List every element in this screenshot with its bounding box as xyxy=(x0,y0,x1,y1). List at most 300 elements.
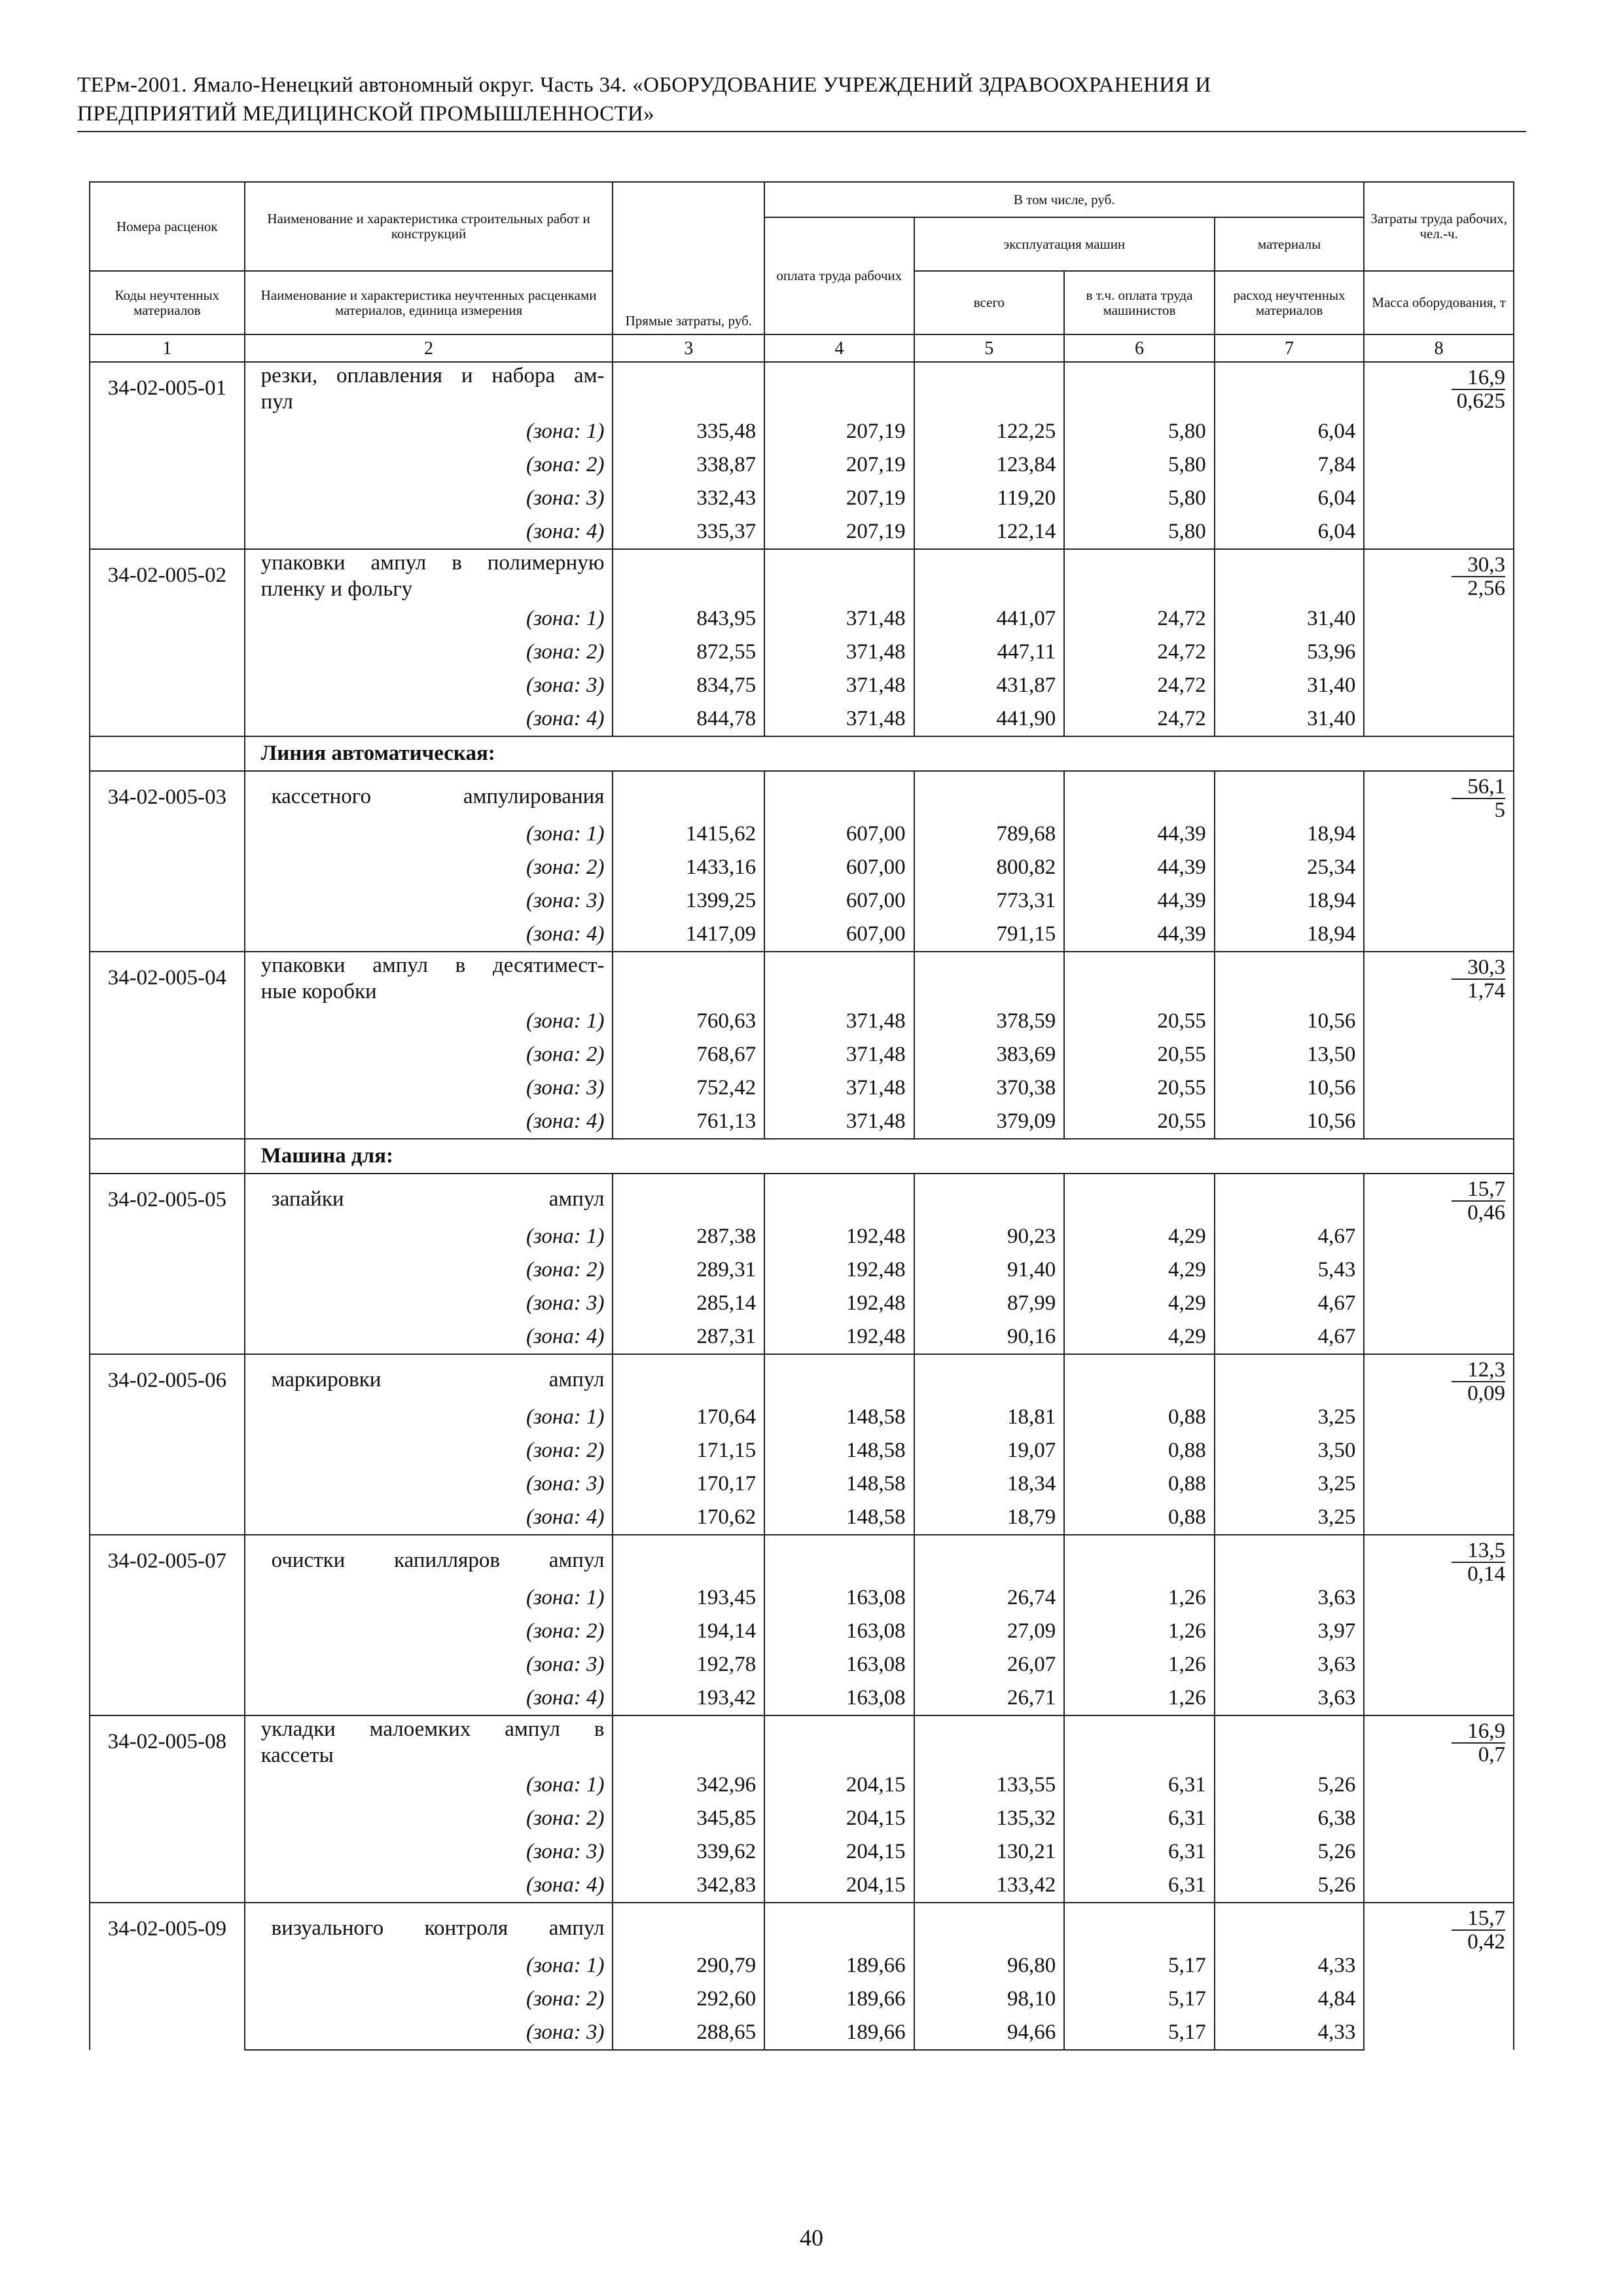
worker-wages: 148,58 xyxy=(764,1467,914,1501)
empty-cell xyxy=(1064,1715,1215,1768)
zone-label: (зона: 3) xyxy=(245,669,613,702)
worker-wages: 371,48 xyxy=(764,636,914,669)
worker-wages: 371,48 xyxy=(764,1038,914,1071)
machinist-wages: 1,26 xyxy=(1064,1615,1215,1648)
rate-name-cell xyxy=(245,1903,613,1949)
empty-cell xyxy=(613,1535,764,1581)
machines-total: 19,07 xyxy=(914,1434,1065,1467)
machines-total: 94,66 xyxy=(914,2016,1065,2050)
materials-cost: 6,04 xyxy=(1215,415,1364,448)
worker-wages: 371,48 xyxy=(764,1071,914,1105)
materials-cost: 3,25 xyxy=(1215,1467,1364,1501)
labor-value: 13,5 xyxy=(1452,1539,1505,1563)
worker-wages: 189,66 xyxy=(764,2016,914,2050)
machinist-wages: 5,80 xyxy=(1064,415,1215,448)
machinist-wages: 24,72 xyxy=(1064,702,1215,736)
zone-label: (зона: 4) xyxy=(245,1501,613,1535)
hdr-name2: Наименование и характеристика неучтенных расценками материалов, единица измерения xyxy=(245,271,613,334)
rate-group-title-row xyxy=(90,771,1514,817)
worker-wages: 371,48 xyxy=(764,702,914,736)
direct-cost: 289,31 xyxy=(613,1253,764,1287)
empty-cell xyxy=(1064,1903,1215,1949)
empty-cell xyxy=(613,771,764,817)
zone-label: (зона: 2) xyxy=(245,1253,613,1287)
direct-cost: 872,55 xyxy=(613,636,764,669)
labor-value: 12,3 xyxy=(1452,1359,1505,1382)
empty-cell xyxy=(613,1174,764,1220)
machinist-wages: 1,26 xyxy=(1064,1581,1215,1615)
zone-row xyxy=(90,636,1514,669)
machines-total: 789,68 xyxy=(914,817,1065,851)
empty-cell xyxy=(1215,1174,1364,1220)
worker-wages: 371,48 xyxy=(764,1005,914,1038)
col-number: 3 xyxy=(613,334,764,362)
zone-row xyxy=(90,1105,1514,1139)
direct-cost: 287,38 xyxy=(613,1220,764,1253)
zone-row xyxy=(90,482,1514,515)
machinist-wages: 6,31 xyxy=(1064,1768,1215,1802)
worker-wages: 192,48 xyxy=(764,1287,914,1320)
zone-label: (зона: 2) xyxy=(245,448,613,482)
machinist-wages: 5,80 xyxy=(1064,515,1215,549)
machinist-wages: 6,31 xyxy=(1064,1835,1215,1869)
empty-cell xyxy=(764,1535,914,1581)
worker-wages: 192,48 xyxy=(764,1320,914,1354)
empty-cell xyxy=(1215,1715,1364,1768)
machines-total: 133,42 xyxy=(914,1869,1065,1903)
hdr-total: всего xyxy=(914,271,1065,334)
rate-name-cont: ные коробки xyxy=(260,980,377,1003)
materials-cost: 6,38 xyxy=(1215,1802,1364,1835)
rate-code: 34-02-005-06 xyxy=(90,1354,245,1535)
direct-cost: 834,75 xyxy=(613,669,764,702)
col-number: 7 xyxy=(1215,334,1364,362)
page-number: 40 xyxy=(800,2225,823,2251)
rate-name-cell xyxy=(245,1535,613,1581)
mass-value: 0,14 xyxy=(1467,1562,1505,1586)
empty-cell xyxy=(914,771,1065,817)
labor-mass-cell xyxy=(1364,1354,1514,1535)
worker-wages: 192,48 xyxy=(764,1253,914,1287)
worker-wages: 163,08 xyxy=(764,1581,914,1615)
machinist-wages: 20,55 xyxy=(1064,1071,1215,1105)
mass-value: 0,7 xyxy=(1478,1743,1505,1767)
mass-value: 2,56 xyxy=(1467,577,1505,600)
empty-cell xyxy=(1215,1354,1364,1401)
direct-cost: 290,79 xyxy=(613,1949,764,1982)
machinist-wages: 4,29 xyxy=(1064,1287,1215,1320)
labor-value: 30,3 xyxy=(1452,554,1505,577)
machines-total: 122,25 xyxy=(914,415,1065,448)
materials-cost: 5,26 xyxy=(1215,1768,1364,1802)
zone-label: (зона: 4) xyxy=(245,1320,613,1354)
zone-row xyxy=(90,1581,1514,1615)
direct-cost: 170,62 xyxy=(613,1501,764,1535)
zone-row xyxy=(90,1802,1514,1835)
worker-wages: 148,58 xyxy=(764,1401,914,1434)
machinist-wages: 5,17 xyxy=(1064,2016,1215,2050)
worker-wages: 204,15 xyxy=(764,1869,914,1903)
labor-mass-cell xyxy=(1364,1715,1514,1903)
materials-cost: 3,63 xyxy=(1215,1648,1364,1681)
zone-row xyxy=(90,1005,1514,1038)
machinist-wages: 6,31 xyxy=(1064,1869,1215,1903)
zone-row xyxy=(90,1648,1514,1681)
materials-cost: 18,94 xyxy=(1215,817,1364,851)
labor-mass-cell xyxy=(1364,1174,1514,1354)
rate-name-cont: кассеты xyxy=(260,1744,334,1767)
empty-cell xyxy=(764,771,914,817)
zone-label: (зона: 1) xyxy=(245,1768,613,1802)
section-spacer xyxy=(90,736,245,771)
zone-row xyxy=(90,669,1514,702)
hdr-unaccounted: расход неучтенных материалов xyxy=(1215,271,1364,334)
zone-label: (зона: 3) xyxy=(245,1467,613,1501)
section-row xyxy=(90,736,1514,771)
empty-cell xyxy=(914,549,1065,602)
worker-wages: 204,15 xyxy=(764,1802,914,1835)
zone-label: (зона: 1) xyxy=(245,1401,613,1434)
materials-cost: 18,94 xyxy=(1215,884,1364,918)
empty-cell xyxy=(764,952,914,1005)
empty-cell xyxy=(613,362,764,415)
col-number: 8 xyxy=(1364,334,1514,362)
materials-cost: 31,40 xyxy=(1215,669,1364,702)
empty-cell xyxy=(914,362,1065,415)
machines-total: 119,20 xyxy=(914,482,1065,515)
hdr-codes2: Коды неучтенных материалов xyxy=(90,271,245,334)
zone-row xyxy=(90,1982,1514,2016)
rate-name-cont: пул xyxy=(260,390,293,414)
machinist-wages: 44,39 xyxy=(1064,918,1215,952)
materials-cost: 13,50 xyxy=(1215,1038,1364,1071)
zone-label: (зона: 4) xyxy=(245,1681,613,1715)
machines-total: 773,31 xyxy=(914,884,1065,918)
empty-cell xyxy=(1064,362,1215,415)
zone-label: (зона: 1) xyxy=(245,1005,613,1038)
empty-cell xyxy=(764,1903,914,1949)
labor-mass-cell xyxy=(1364,952,1514,1139)
worker-wages: 607,00 xyxy=(764,918,914,952)
worker-wages: 207,19 xyxy=(764,415,914,448)
empty-cell xyxy=(1064,1535,1215,1581)
zone-label: (зона: 1) xyxy=(245,1581,613,1615)
materials-cost: 5,26 xyxy=(1215,1835,1364,1869)
worker-wages: 207,19 xyxy=(764,448,914,482)
zone-row xyxy=(90,1768,1514,1802)
zone-label: (зона: 2) xyxy=(245,1038,613,1071)
empty-cell xyxy=(613,1715,764,1768)
rate-code: 34-02-005-09 xyxy=(90,1903,245,2050)
empty-cell xyxy=(1215,952,1364,1005)
direct-cost: 1415,62 xyxy=(613,817,764,851)
machines-total: 130,21 xyxy=(914,1835,1065,1869)
header-line-1: ТЕРм-2001. Ямало-Ненецкий автономный округ. Часть 34. «ОБОРУДОВАНИЕ УЧРЕЖДЕНИЙ ЗДРАВООХРАНЕНИЯ И xyxy=(77,73,1211,97)
materials-cost: 3,25 xyxy=(1215,1501,1364,1535)
zone-label: (зона: 1) xyxy=(245,602,613,636)
machines-total: 90,16 xyxy=(914,1320,1065,1354)
rate-name-cont: пленку и фольгу xyxy=(260,577,413,601)
rate-code: 34-02-005-08 xyxy=(90,1715,245,1903)
hdr-direct: Прямые затраты, руб. xyxy=(613,182,764,334)
zone-label: (зона: 2) xyxy=(245,1615,613,1648)
materials-cost: 3,25 xyxy=(1215,1401,1364,1434)
machinist-wages: 0,88 xyxy=(1064,1467,1215,1501)
worker-wages: 207,19 xyxy=(764,515,914,549)
col-number: 1 xyxy=(90,334,245,362)
zone-row xyxy=(90,415,1514,448)
direct-cost: 843,95 xyxy=(613,602,764,636)
direct-cost: 338,87 xyxy=(613,448,764,482)
rate-group-title-row xyxy=(90,1354,1514,1401)
zone-label: (зона: 4) xyxy=(245,515,613,549)
direct-cost: 1417,09 xyxy=(613,918,764,952)
machinist-wages: 4,29 xyxy=(1064,1320,1215,1354)
zone-label: (зона: 1) xyxy=(245,1949,613,1982)
hdr-incl: В том числе, руб. xyxy=(764,182,1364,217)
worker-wages: 607,00 xyxy=(764,817,914,851)
direct-cost: 1433,16 xyxy=(613,851,764,884)
machines-total: 431,87 xyxy=(914,669,1065,702)
direct-cost: 288,65 xyxy=(613,2016,764,2050)
materials-cost: 5,43 xyxy=(1215,1253,1364,1287)
worker-wages: 148,58 xyxy=(764,1434,914,1467)
machines-total: 122,14 xyxy=(914,515,1065,549)
empty-cell xyxy=(1064,1354,1215,1401)
zone-row xyxy=(90,884,1514,918)
zone-row xyxy=(90,1869,1514,1903)
empty-cell xyxy=(613,549,764,602)
zone-row xyxy=(90,1434,1514,1467)
labor-mass-cell xyxy=(1364,1903,1514,2050)
machines-total: 441,90 xyxy=(914,702,1065,736)
empty-cell xyxy=(613,1903,764,1949)
zone-row xyxy=(90,918,1514,952)
empty-cell xyxy=(764,1174,914,1220)
machinist-wages: 4,29 xyxy=(1064,1220,1215,1253)
zone-row xyxy=(90,1501,1514,1535)
worker-wages: 189,66 xyxy=(764,1982,914,2016)
zone-row xyxy=(90,1071,1514,1105)
machinist-wages: 0,88 xyxy=(1064,1401,1215,1434)
materials-cost: 4,67 xyxy=(1215,1220,1364,1253)
section-row xyxy=(90,1139,1514,1174)
zone-label: (зона: 3) xyxy=(245,2016,613,2050)
zone-label: (зона: 1) xyxy=(245,1220,613,1253)
labor-mass-cell xyxy=(1364,771,1514,952)
rate-code: 34-02-005-07 xyxy=(90,1535,245,1715)
empty-cell xyxy=(1215,362,1364,415)
hdr-codes: Номера расценок xyxy=(90,182,245,271)
zone-row xyxy=(90,1401,1514,1434)
rate-code: 34-02-005-03 xyxy=(90,771,245,952)
worker-wages: 163,08 xyxy=(764,1615,914,1648)
rate-code: 34-02-005-04 xyxy=(90,952,245,1139)
machinist-wages: 20,55 xyxy=(1064,1005,1215,1038)
materials-cost: 25,34 xyxy=(1215,851,1364,884)
machines-total: 90,23 xyxy=(914,1220,1065,1253)
zone-row xyxy=(90,1220,1514,1253)
direct-cost: 287,31 xyxy=(613,1320,764,1354)
rate-name: укладки малоемких ампул в xyxy=(260,1717,605,1741)
mass-value: 0,625 xyxy=(1456,389,1505,413)
empty-cell xyxy=(914,1903,1065,1949)
machines-total: 27,09 xyxy=(914,1615,1065,1648)
materials-cost: 18,94 xyxy=(1215,918,1364,952)
col-number: 5 xyxy=(914,334,1065,362)
empty-cell xyxy=(1215,771,1364,817)
machines-total: 133,55 xyxy=(914,1768,1065,1802)
machines-total: 800,82 xyxy=(914,851,1065,884)
col-number: 4 xyxy=(764,334,914,362)
zone-label: (зона: 1) xyxy=(245,415,613,448)
zone-label: (зона: 2) xyxy=(245,1434,613,1467)
hdr-machinist: в т.ч. оплата труда машинистов xyxy=(1064,271,1215,334)
machinist-wages: 5,80 xyxy=(1064,448,1215,482)
materials-cost: 4,33 xyxy=(1215,2016,1364,2050)
zone-label: (зона: 3) xyxy=(245,1287,613,1320)
labor-value: 16,9 xyxy=(1452,367,1505,390)
machinist-wages: 6,31 xyxy=(1064,1802,1215,1835)
worker-wages: 163,08 xyxy=(764,1681,914,1715)
direct-cost: 335,37 xyxy=(613,515,764,549)
materials-cost: 10,56 xyxy=(1215,1071,1364,1105)
materials-cost: 3,63 xyxy=(1215,1581,1364,1615)
labor-mass-cell xyxy=(1364,362,1514,549)
zone-label: (зона: 4) xyxy=(245,1869,613,1903)
direct-cost: 342,83 xyxy=(613,1869,764,1903)
mass-value: 0,09 xyxy=(1467,1382,1505,1405)
section-label: Линия автоматическая: xyxy=(245,736,1514,771)
zone-label: (зона: 2) xyxy=(245,851,613,884)
labor-mass-cell xyxy=(1364,549,1514,736)
machines-total: 18,34 xyxy=(914,1467,1065,1501)
mass-value: 1,74 xyxy=(1467,979,1505,1003)
col-number: 6 xyxy=(1064,334,1215,362)
direct-cost: 768,67 xyxy=(613,1038,764,1071)
direct-cost: 194,14 xyxy=(613,1615,764,1648)
machines-total: 791,15 xyxy=(914,918,1065,952)
direct-cost: 752,42 xyxy=(613,1071,764,1105)
worker-wages: 207,19 xyxy=(764,482,914,515)
empty-cell xyxy=(914,952,1065,1005)
rate-name: кассетного ампулирования xyxy=(271,785,605,808)
rate-name-cell xyxy=(245,362,613,415)
rate-group-title-row xyxy=(90,952,1514,1005)
zone-label: (зона: 4) xyxy=(245,1105,613,1139)
direct-cost: 1399,25 xyxy=(613,884,764,918)
rate-code: 34-02-005-05 xyxy=(90,1174,245,1354)
zone-label: (зона: 4) xyxy=(245,702,613,736)
machinist-wages: 4,29 xyxy=(1064,1253,1215,1287)
labor-value: 30,3 xyxy=(1452,956,1505,980)
rate-name-cell xyxy=(245,1174,613,1220)
table-header xyxy=(90,182,1514,362)
zone-label: (зона: 3) xyxy=(245,1071,613,1105)
materials-cost: 4,84 xyxy=(1215,1982,1364,2016)
rate-name: очистки капилляров ампул xyxy=(271,1549,605,1572)
zone-row xyxy=(90,1949,1514,1982)
table-body xyxy=(90,362,1514,2050)
zone-row xyxy=(90,702,1514,736)
header-line-2: ПРЕДПРИЯТИЙ МЕДИЦИНСКОЙ ПРОМЫШЛЕННОСТИ» xyxy=(77,102,654,126)
empty-cell xyxy=(613,1354,764,1401)
zone-row xyxy=(90,851,1514,884)
materials-cost: 4,67 xyxy=(1215,1320,1364,1354)
empty-cell xyxy=(914,1715,1065,1768)
machines-total: 96,80 xyxy=(914,1949,1065,1982)
direct-cost: 170,64 xyxy=(613,1401,764,1434)
direct-cost: 170,17 xyxy=(613,1467,764,1501)
rate-group-title-row xyxy=(90,362,1514,415)
machines-total: 87,99 xyxy=(914,1287,1065,1320)
materials-cost: 10,56 xyxy=(1215,1005,1364,1038)
zone-label: (зона: 3) xyxy=(245,482,613,515)
zone-label: (зона: 1) xyxy=(245,817,613,851)
rate-name-cell xyxy=(245,1715,613,1768)
rate-name-cell xyxy=(245,1354,613,1401)
empty-cell xyxy=(764,362,914,415)
empty-cell xyxy=(1064,1174,1215,1220)
worker-wages: 371,48 xyxy=(764,669,914,702)
rate-group-title-row xyxy=(90,549,1514,602)
direct-cost: 193,42 xyxy=(613,1681,764,1715)
rate-group-title-row xyxy=(90,1174,1514,1220)
direct-cost: 193,45 xyxy=(613,1581,764,1615)
materials-cost: 3,97 xyxy=(1215,1615,1364,1648)
direct-cost: 339,62 xyxy=(613,1835,764,1869)
empty-cell xyxy=(764,1354,914,1401)
section-spacer xyxy=(90,1139,245,1174)
zone-row xyxy=(90,1615,1514,1648)
section-label: Машина для: xyxy=(245,1139,1514,1174)
rate-code: 34-02-005-01 xyxy=(90,362,245,549)
machines-total: 18,79 xyxy=(914,1501,1065,1535)
zone-row xyxy=(90,1320,1514,1354)
rate-group-title-row xyxy=(90,1715,1514,1768)
empty-cell xyxy=(1064,952,1215,1005)
worker-wages: 189,66 xyxy=(764,1949,914,1982)
col-number: 2 xyxy=(245,334,613,362)
machines-total: 441,07 xyxy=(914,602,1065,636)
machines-total: 26,71 xyxy=(914,1681,1065,1715)
mass-value: 5 xyxy=(1494,798,1505,822)
empty-cell xyxy=(764,1715,914,1768)
rate-code: 34-02-005-02 xyxy=(90,549,245,736)
worker-wages: 371,48 xyxy=(764,1105,914,1139)
zone-row xyxy=(90,1253,1514,1287)
rate-name: запайки ампул xyxy=(271,1187,605,1211)
direct-cost: 292,60 xyxy=(613,1982,764,2016)
rate-group-title-row xyxy=(90,1535,1514,1581)
header-rule xyxy=(77,131,1526,132)
zone-label: (зона: 2) xyxy=(245,1802,613,1835)
machinist-wages: 5,17 xyxy=(1064,1982,1215,2016)
machinist-wages: 0,88 xyxy=(1064,1434,1215,1467)
zone-label: (зона: 3) xyxy=(245,884,613,918)
zone-row xyxy=(90,1467,1514,1501)
rate-name: упаковки ампул в полимерную xyxy=(260,551,605,575)
machinist-wages: 1,26 xyxy=(1064,1648,1215,1681)
rates-table xyxy=(89,181,1514,2051)
mass-value: 0,46 xyxy=(1467,1201,1505,1225)
zone-row xyxy=(90,817,1514,851)
rate-name: маркировки ампул xyxy=(271,1368,605,1391)
direct-cost: 844,78 xyxy=(613,702,764,736)
machinist-wages: 5,80 xyxy=(1064,482,1215,515)
zone-label: (зона: 3) xyxy=(245,1835,613,1869)
zone-row xyxy=(90,1038,1514,1071)
